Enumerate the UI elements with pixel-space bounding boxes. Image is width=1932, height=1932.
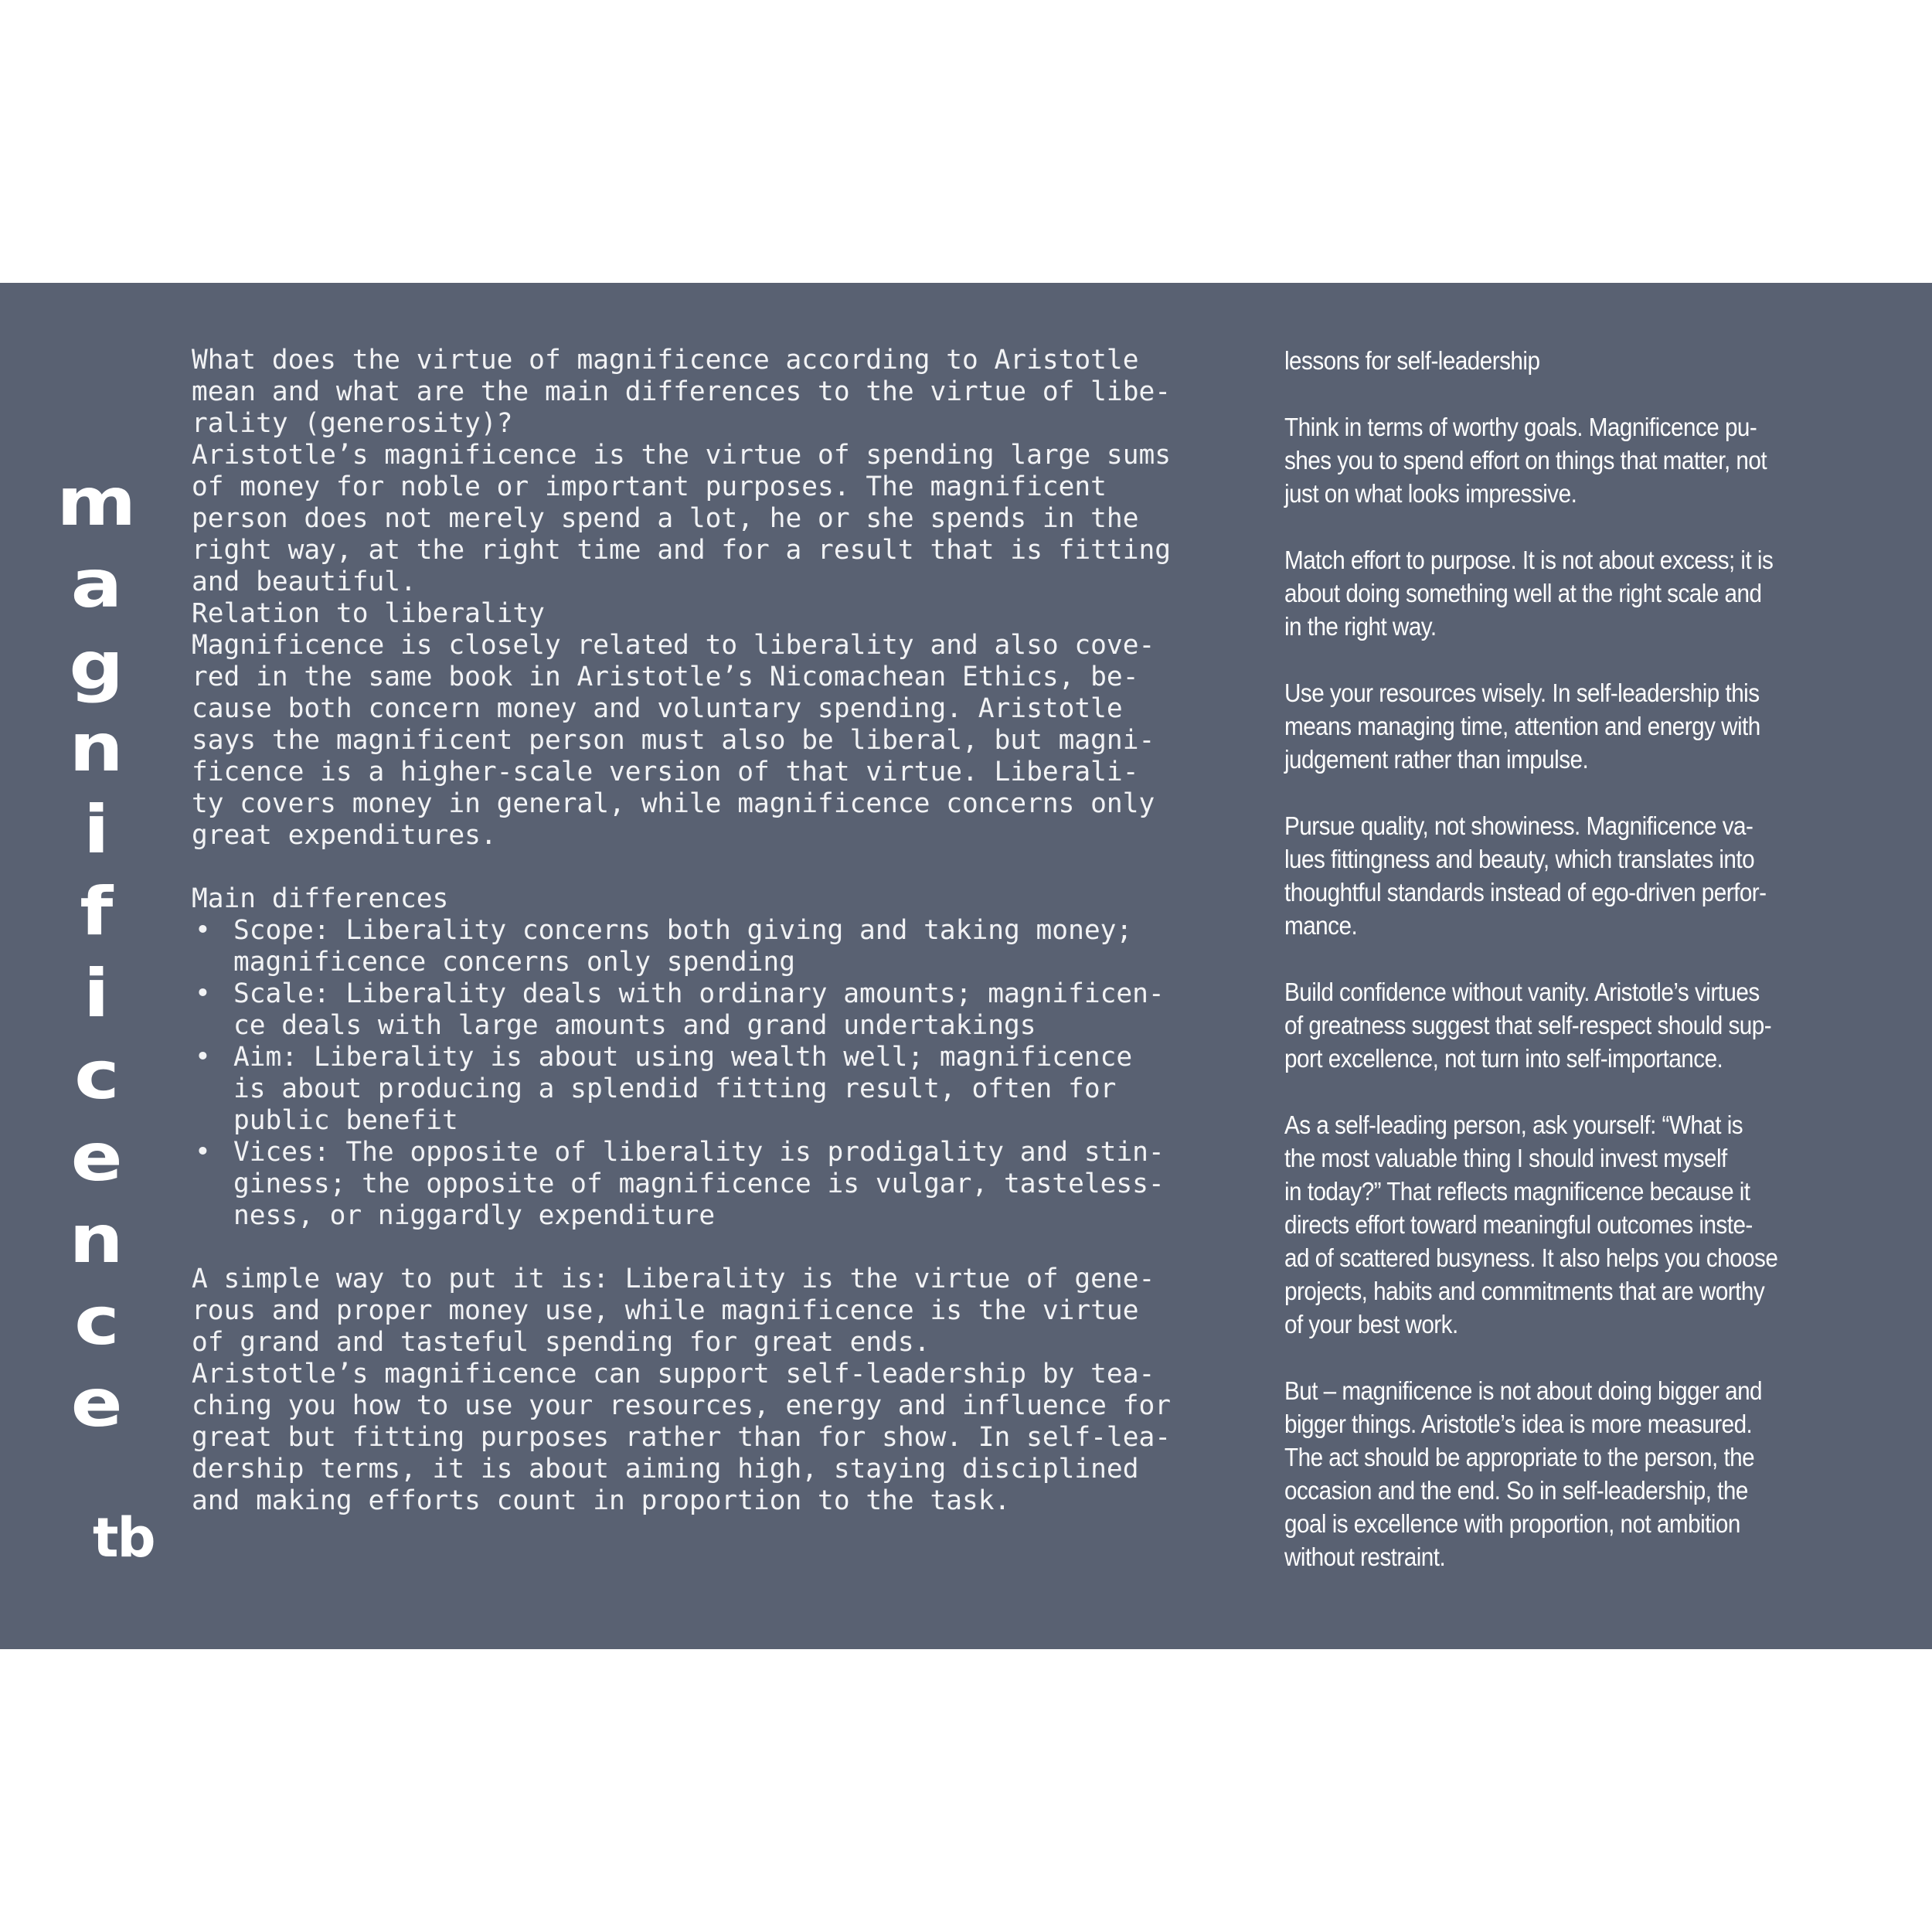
lessons-heading: lessons for self-leadership (1284, 346, 1540, 375)
differences-heading: Main differences (192, 883, 449, 914)
text-line: ching you how to use your resources, energy and influence for (192, 1390, 1172, 1421)
lesson-line: Use your resources wisely. In self-leadership this (1284, 679, 1760, 707)
bullet-dot: • (195, 1137, 211, 1168)
text-line: dership terms, it is about aiming high, staying disciplined (192, 1454, 1139, 1485)
text-line: What does the virtue of magnificence according to Aristotle (192, 345, 1139, 376)
lesson-line: ad of scattered busyness. It also helps you choose (1284, 1243, 1778, 1272)
vertical-title-letter: a (70, 546, 123, 623)
blank-line (1284, 1075, 1872, 1108)
blank-line (1284, 510, 1872, 543)
lesson-line: in the right way. (1284, 612, 1437, 641)
bullet-item-line (192, 1010, 1181, 1042)
text-line: says the magnificent person must also be liberal, but magni- (192, 725, 1155, 756)
bullet-text: Vices: The opposite of liberality is prodigality and stin- (233, 1137, 1165, 1168)
vertical-title-letter: f (80, 873, 114, 951)
vertical-title-letter: i (83, 791, 110, 869)
lesson-line: of greatness suggest that self-respect should sup- (1284, 1011, 1772, 1039)
lesson-line: about doing something well at the right scale and (1284, 579, 1762, 607)
text-line: and beautiful. (192, 566, 417, 597)
vertical-title-letter: e (70, 1119, 123, 1196)
text-line: Relation to liberality (192, 598, 545, 629)
lesson-line: Match effort to purpose. It is not about excess; it is (1284, 546, 1774, 574)
vertical-title (58, 461, 135, 1444)
blank-line (192, 1232, 1181, 1264)
text-line: red in the same book in Aristotle’s Nicomachean Ethics, be- (192, 662, 1139, 692)
text-line: and making efforts count in proportion to the task. (192, 1485, 1011, 1516)
bullet-text: ness, or niggardly expenditure (233, 1200, 716, 1231)
text-line: Aristotle’s magnificence can support self-leadership by tea- (192, 1359, 1155, 1389)
text-line: of money for noble or important purposes. The magnificent (192, 471, 1107, 502)
blank-line (1284, 942, 1872, 975)
lesson-line: projects, habits and commitments that are worthy (1284, 1277, 1765, 1305)
lesson-line: in today?” That reflects magnificence because it (1284, 1177, 1750, 1206)
left-column-text (192, 345, 1181, 1517)
blank-line (1284, 377, 1872, 410)
bullet-dot: • (195, 978, 211, 1009)
lesson-line: port excellence, not turn into self-importance. (1284, 1044, 1723, 1073)
lesson-line: Build confidence without vanity. Aristotle’s virtues (1284, 978, 1760, 1006)
bullet-text: public benefit (233, 1105, 458, 1136)
lesson-line: mance. (1284, 911, 1358, 940)
lesson-line: shes you to spend effort on things that matter, not (1284, 446, 1767, 474)
lesson-line: Think in terms of worthy goals. Magnificence pu- (1284, 413, 1757, 441)
text-line: Magnificence is closely related to liberality and also cove- (192, 630, 1155, 661)
text-line: rous and proper money use, while magnificence is the virtue (192, 1295, 1139, 1326)
text-line: ficence is a higher-scale version of that virtue. Liberali- (192, 757, 1139, 787)
lesson-line: of your best work. (1284, 1310, 1458, 1338)
lesson-line: occasion and the end. So in self-leadership, the (1284, 1476, 1748, 1505)
bullet-item-line (192, 1073, 1181, 1105)
vertical-title-letter: c (73, 1283, 120, 1360)
blank-line (1284, 1341, 1872, 1374)
right-column-text (1284, 344, 1872, 1573)
bullet-dot: • (195, 1042, 211, 1073)
bullet-text: giness; the opposite of magnificence is vulgar, tasteless- (233, 1168, 1165, 1199)
lesson-line: thoughtful standards instead of ego-driven perfor- (1284, 878, 1767, 906)
bullet-item-line (192, 1042, 1181, 1073)
vertical-title-letter: n (69, 709, 124, 787)
text-line: of grand and tasteful spending for great ends. (192, 1327, 930, 1358)
bullet-item-line (192, 915, 1181, 947)
vertical-title-letter: g (69, 628, 124, 705)
lesson-line: directs effort toward meaningful outcomes inste- (1284, 1210, 1753, 1239)
lesson-line: judgement rather than impulse. (1284, 745, 1589, 774)
lesson-line: means managing time, attention and energy with (1284, 712, 1760, 740)
bullet-text: Aim: Liberality is about using wealth well; magnificence (233, 1042, 1133, 1073)
blank-line (192, 852, 1181, 883)
bullet-item-line (192, 1105, 1181, 1137)
text-line: A simple way to put it is: Liberality is the virtue of gene- (192, 1264, 1155, 1294)
text-line: rality (generosity)? (192, 408, 513, 439)
lesson-line: without restraint. (1284, 1543, 1446, 1571)
lesson-line: But – magnificence is not about doing bigger and (1284, 1376, 1763, 1405)
lesson-line: lues fittingness and beauty, which translates into (1284, 845, 1755, 873)
vertical-title-letter: m (56, 464, 137, 541)
bullet-item-line (192, 978, 1181, 1010)
bullet-item-line (192, 947, 1181, 978)
bullet-text: Scope: Liberality concerns both giving and taking money; (233, 915, 1133, 946)
text-line: great but fitting purposes rather than for show. In self-lea- (192, 1422, 1172, 1453)
bullet-dot: • (195, 915, 211, 946)
bullet-item-line (192, 1168, 1181, 1200)
lesson-line: just on what looks impressive. (1284, 479, 1577, 508)
bullet-text: magnificence concerns only spending (233, 947, 795, 978)
signature-initials: tb (93, 1506, 155, 1570)
text-line: ty covers money in general, while magnificence concerns only (192, 788, 1155, 819)
text-line: person does not merely spend a lot, he or she spends in the (192, 503, 1139, 534)
bullet-item-line (192, 1137, 1181, 1168)
text-line: mean and what are the main differences to the virtue of libe- (192, 376, 1172, 407)
text-line: cause both concern money and voluntary spending. Aristotle (192, 693, 1123, 724)
vertical-title-letter: c (73, 1037, 120, 1114)
bullet-text: is about producing a splendid fitting result, often for (233, 1073, 1117, 1104)
lesson-line: Pursue quality, not showiness. Magnificence va- (1284, 811, 1753, 840)
text-line: right way, at the right time and for a result that is fitting (192, 535, 1172, 566)
bullet-text: Scale: Liberality deals with ordinary amounts; magnificen- (233, 978, 1165, 1009)
blank-line (1284, 776, 1872, 809)
lesson-line: bigger things. Aristotle’s idea is more measured. (1284, 1410, 1753, 1438)
vertical-title-letter: n (69, 1201, 124, 1278)
text-line: Aristotle’s magnificence is the virtue of spending large sums (192, 440, 1172, 471)
bullet-item-line (192, 1200, 1181, 1232)
vertical-title-letter: i (83, 955, 110, 1032)
vertical-title-letter: e (70, 1365, 123, 1442)
blank-line (1284, 643, 1872, 676)
lesson-line: The act should be appropriate to the person, the (1284, 1443, 1755, 1471)
lesson-line: the most valuable thing I should invest myself (1284, 1144, 1727, 1172)
text-line: great expenditures. (192, 820, 497, 851)
bullet-text: ce deals with large amounts and grand undertakings (233, 1010, 1036, 1041)
lesson-line: goal is excellence with proportion, not ambition (1284, 1509, 1740, 1538)
lesson-line: As a self-leading person, ask yourself: “What is (1284, 1111, 1743, 1139)
